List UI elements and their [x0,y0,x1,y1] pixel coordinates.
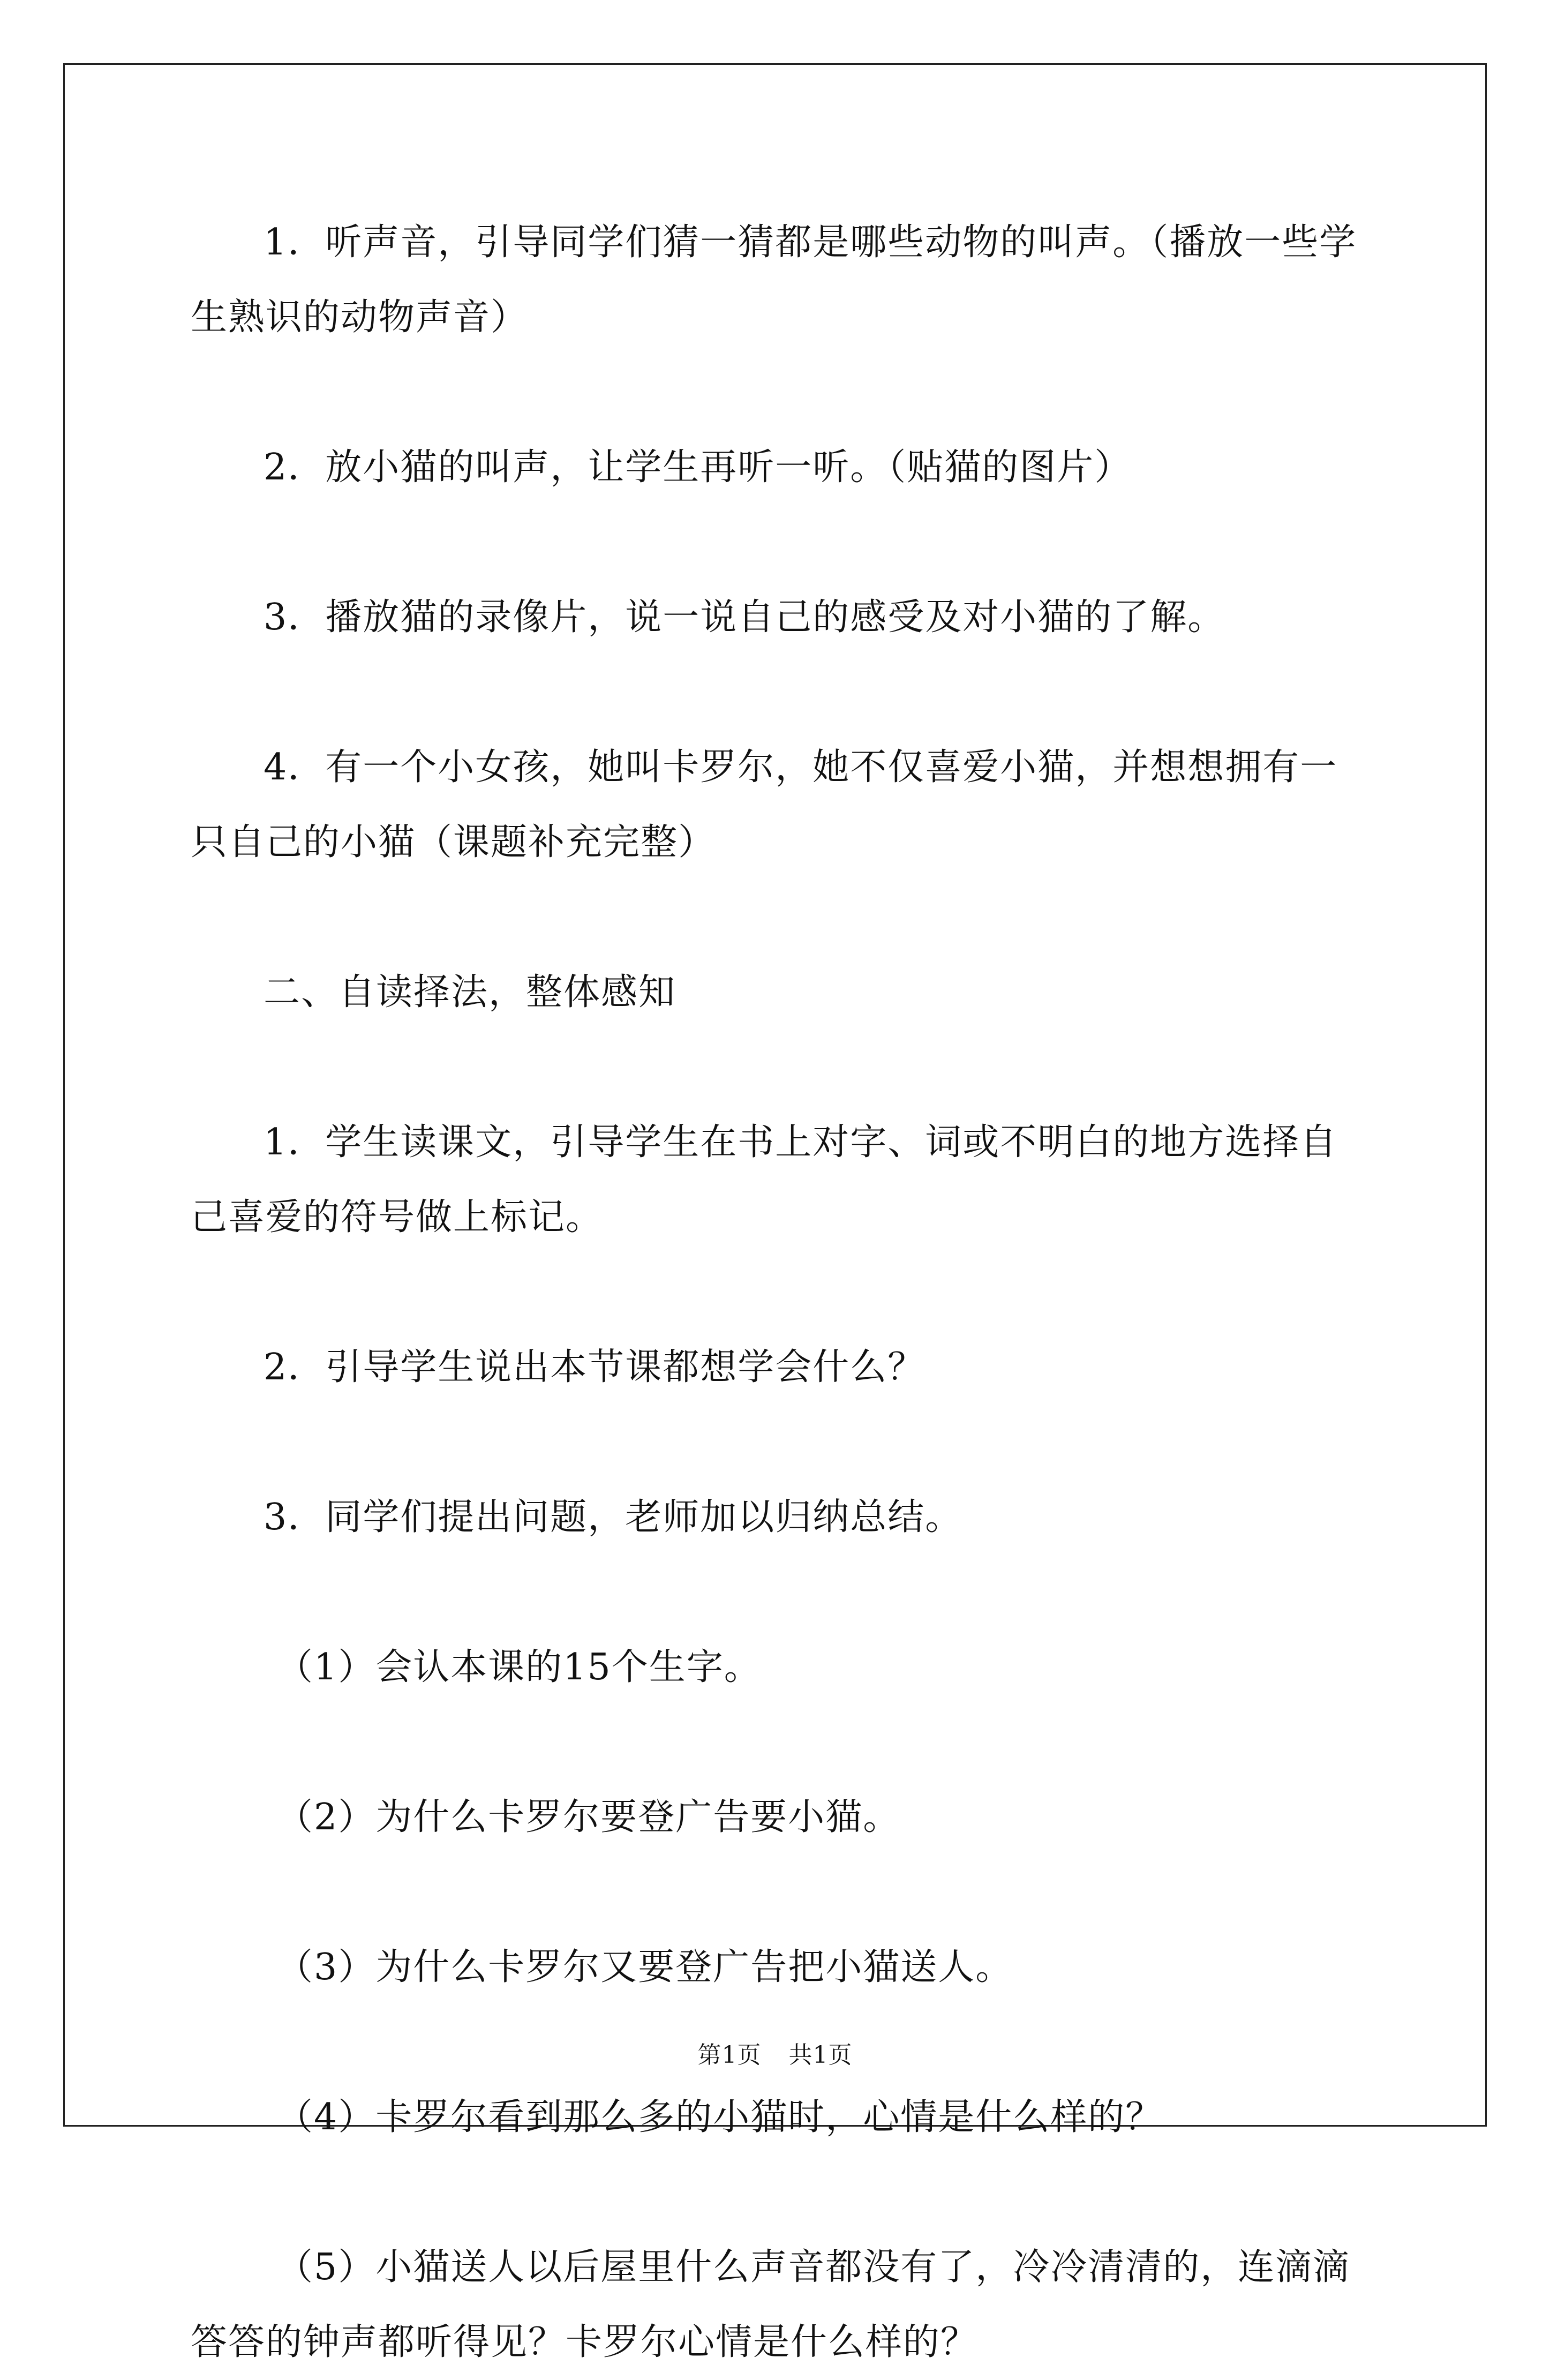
list-item: （5）小猫送人以后屋里什么声音都没有了，冷冷清清的，连滴滴答答的钟声都听得见？卡罗尔心情是什么样的？ [191,2246,1351,2363]
paragraph: 1．听声音，引导同学们猜一猜都是哪些动物的叫声。（播放一些学生熟识的动物声音） [191,221,1357,339]
section-heading: 二、自读择法，整体感知 [264,971,676,1013]
list-item: （1）会认本课的15个生字。 [276,1646,762,1688]
page-total: 共1页 [788,2041,853,2069]
list-item: （2）为什么卡罗尔要登广告要小猫。 [276,1796,901,1838]
page-footer [0,2036,1550,2070]
paragraph: 4．有一个小女孩，她叫卡罗尔，她不仅喜爱小猫，并想想拥有一只自己的小猫（课题补充完整） [191,746,1338,864]
paragraph: 2．引导学生说出本节课都想学会什么？ [264,1346,926,1388]
list-item: （4）卡罗尔看到那么多的小猫时，心情是什么样的？ [276,2096,1163,2138]
list-item: （3）为什么卡罗尔又要登广告把小猫送人。 [276,1946,1013,1988]
page-number: 第1页 [697,2041,762,2069]
paragraph: 3．播放猫的录像片，说一说自己的感受及对小猫的了解。 [264,596,1225,639]
paragraph: 3．同学们提出问题，老师加以归纳总结。 [264,1496,963,1538]
paragraph: 1．学生读课文，引导学生在书上对字、词或不明白的地方选择自己喜爱的符号做上标记。 [191,1121,1338,1238]
paragraph: 2．放小猫的叫声，让学生再听一听。（贴猫的图片） [264,446,1132,489]
